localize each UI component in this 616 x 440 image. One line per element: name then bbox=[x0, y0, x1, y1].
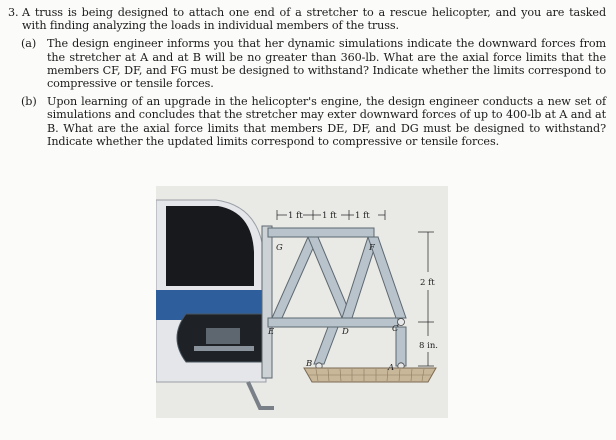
dim-right-height: 2 ft bbox=[420, 278, 435, 288]
part-a bbox=[21, 37, 606, 90]
truss-figure bbox=[156, 186, 448, 418]
dim-top-1: 1 ft bbox=[288, 211, 303, 221]
node-label-d: D bbox=[342, 327, 349, 337]
truss-vertical-bar bbox=[262, 226, 272, 378]
problem-number: 3. bbox=[8, 6, 19, 19]
part-b-text: Upon learning of an upgrade in the helicopter's engine, the design engineer conducts a new set of simulations and concludes that the stretcher may exter downward forces of up to 400-lb at A and at B. What are the axial force limits that members DE, DF, and DG must be designed to withstand? Indicate whether the updated limits correspond to compressive or tensile forces. bbox=[47, 95, 606, 148]
helicopter-window bbox=[166, 206, 254, 286]
part-b-label: (b) bbox=[21, 95, 37, 109]
joint-c bbox=[398, 319, 405, 326]
dim-right-offset: 8 in. bbox=[419, 341, 439, 351]
node-label-f: F bbox=[369, 243, 375, 253]
support-arm bbox=[248, 382, 274, 408]
node-label-b: B bbox=[306, 359, 313, 369]
node-label-c: C bbox=[392, 324, 399, 334]
node-label-e: E bbox=[268, 327, 275, 337]
problem-intro: A truss is being designed to attach one end of a stretcher to a rescue helicopter, and you are tasked with finding analyzing the loads in individual members of the truss. bbox=[22, 6, 606, 33]
part-a-label: (a) bbox=[21, 37, 37, 51]
node-label-a: A bbox=[388, 363, 395, 373]
node-label-g: G bbox=[276, 243, 283, 253]
problem-statement bbox=[8, 6, 606, 148]
dim-top-3: 1 ft bbox=[355, 211, 370, 221]
helicopter-seat bbox=[206, 328, 240, 344]
helicopter-bench bbox=[194, 346, 254, 351]
truss-members bbox=[268, 228, 406, 366]
dim-top-2: 1 ft bbox=[322, 211, 337, 221]
truss-illustration bbox=[156, 186, 448, 418]
part-a-text: The design engineer informs you that her dynamic simulations indicate the downward forces from the stretcher at A and at B will be no greater than 360-lb. What are the axial force limits that the members CF, DF, and FG must be designed to withstand? Indicate whether the limits correspond to compressive or tensile forces. bbox=[47, 37, 606, 91]
part-b bbox=[21, 95, 606, 148]
